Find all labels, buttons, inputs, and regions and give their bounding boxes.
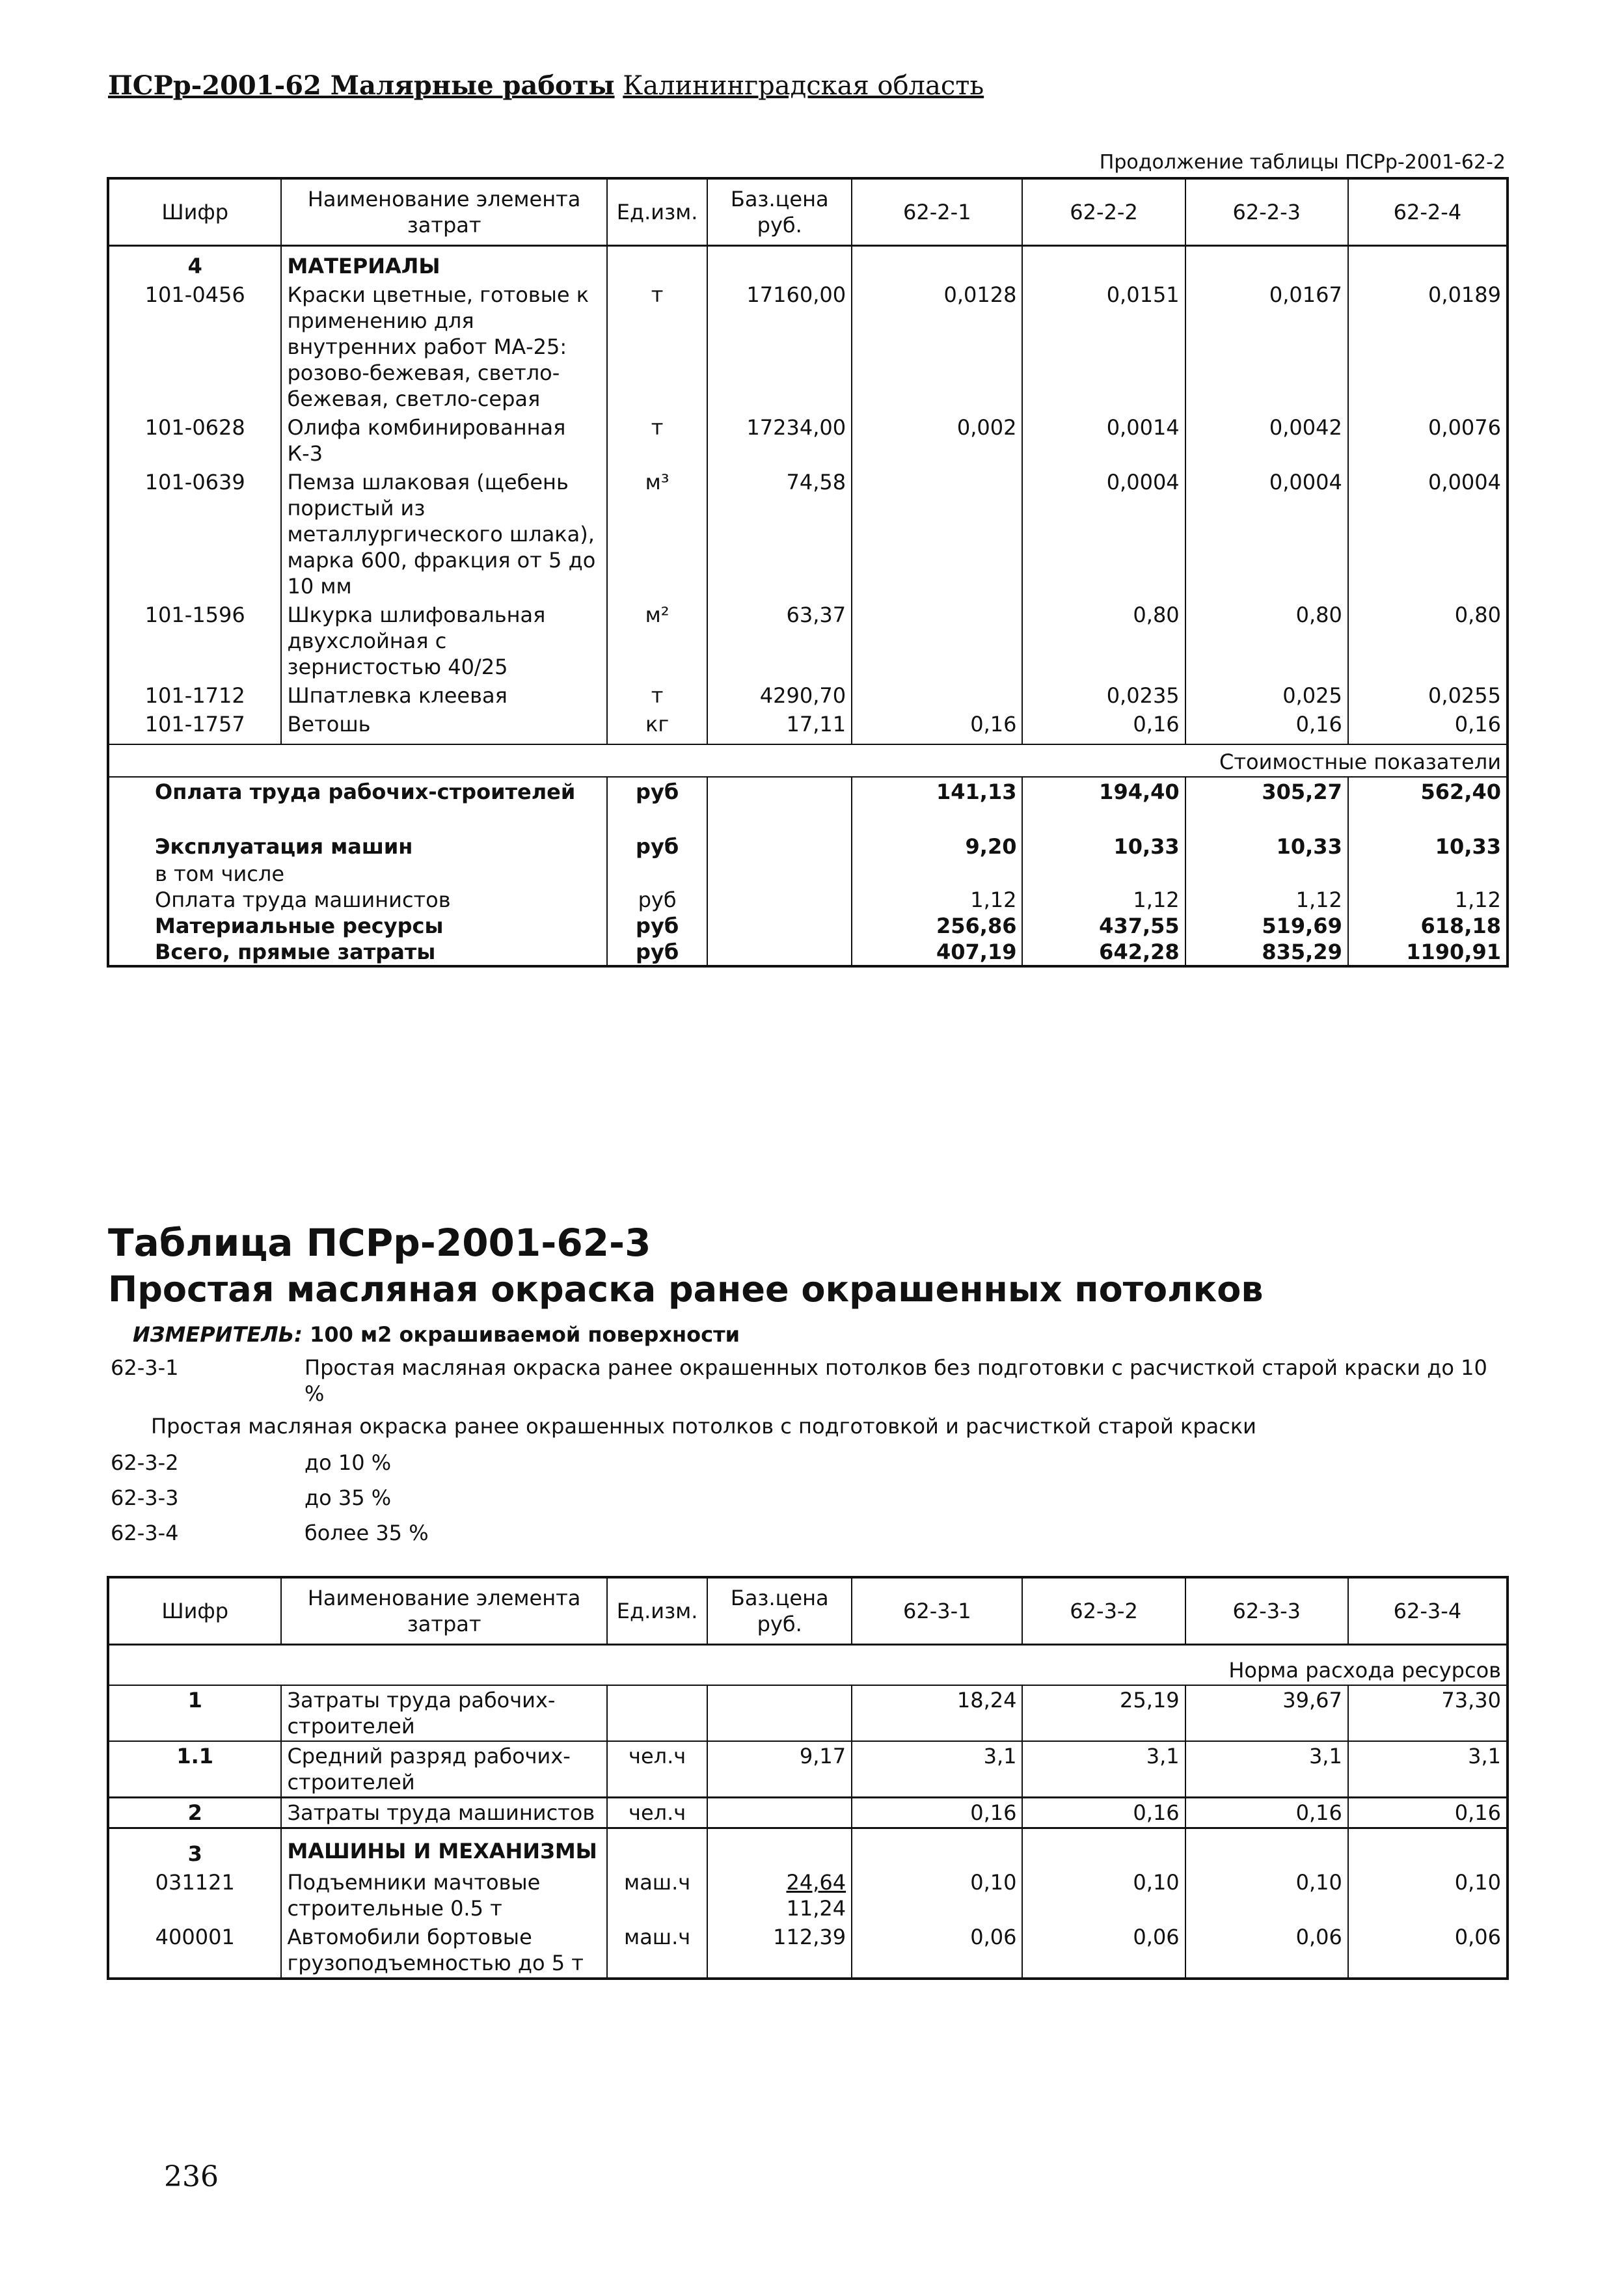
row-price: 112,39 — [707, 1923, 852, 1979]
cost-label: Оплата труда рабочих-строителей — [108, 777, 607, 832]
row-price: 24,64 — [786, 1870, 846, 1895]
col-header: 62-2-4 — [1348, 178, 1508, 246]
table-row — [108, 468, 1508, 601]
row-code: 1.1 — [108, 1741, 281, 1798]
row-code: 101-0456 — [108, 280, 281, 413]
row-name: Шкурка шлифовальная двухслойная с зернистостью 40/25 — [281, 601, 606, 681]
row-value: 0,0189 — [1348, 280, 1508, 413]
cost-value: 618,18 — [1348, 913, 1508, 939]
row-value: 0,06 — [1185, 1923, 1348, 1979]
cost-value: 1,12 — [852, 887, 1022, 913]
row-code: 101-0628 — [108, 413, 281, 468]
cost-value: 1190,91 — [1348, 939, 1508, 966]
cost-value: 10,33 — [1348, 832, 1508, 861]
row-price: 4290,70 — [707, 681, 852, 710]
row-name: Ветошь — [281, 710, 606, 744]
row-unit: т — [607, 413, 708, 468]
row-value: 0,16 — [1022, 710, 1185, 744]
section-row — [108, 246, 1508, 281]
table-row — [108, 710, 1508, 744]
row-code: 101-1712 — [108, 681, 281, 710]
row-value: 0,10 — [1348, 1868, 1508, 1923]
row-value: 3,1 — [1348, 1741, 1508, 1798]
row-name: Олифа комбинированная К-3 — [281, 413, 606, 468]
col-header: 62-3-1 — [852, 1577, 1022, 1645]
row-code: 1 — [108, 1685, 281, 1741]
row-value: 3,1 — [852, 1741, 1022, 1798]
table-title: Таблица ПСРр-2001-62-3 — [108, 1221, 651, 1265]
col-header: 62-3-3 — [1185, 1577, 1348, 1645]
row-unit — [607, 1685, 708, 1741]
row-name: Пемза шлаковая (щебень пористый из металлургического шлака), марка 600, фракция от 5 до 10 мм — [281, 468, 606, 601]
norm-caption: Норма расхода ресурсов — [108, 1645, 1508, 1686]
table-row — [108, 413, 1508, 468]
item-code: 62-3-2 — [111, 1450, 179, 1475]
page-header — [108, 70, 984, 101]
cost-value: 256,86 — [852, 913, 1022, 939]
table-header-row — [108, 178, 1508, 246]
resource-table-62-3 — [107, 1576, 1509, 1980]
table-row — [108, 1923, 1508, 1979]
row-value: 0,16 — [1185, 710, 1348, 744]
row-value: 0,0004 — [1348, 468, 1508, 601]
item-code: 62-3-1 — [111, 1355, 179, 1380]
row-value: 0,06 — [1348, 1923, 1508, 1979]
col-header: Баз.цена руб. — [707, 1577, 852, 1645]
item-code: 62-3-4 — [111, 1521, 179, 1545]
section-label: МАШИНЫ И МЕХАНИЗМЫ — [281, 1828, 606, 1869]
row-value: 0,0167 — [1185, 280, 1348, 413]
row-name: Подъемники мачтовые строительные 0.5 т — [281, 1868, 606, 1923]
row-value: 25,19 — [1022, 1685, 1185, 1741]
cost-value: 141,13 — [852, 777, 1022, 832]
meter-value: 100 м2 окрашиваемой поверхности — [310, 1322, 740, 1347]
row-name: Затраты труда машинистов — [281, 1798, 606, 1828]
row-value: 0,0004 — [1022, 468, 1185, 601]
row-price: 63,37 — [707, 601, 852, 681]
col-header: Ед.изм. — [607, 178, 708, 246]
row-value: 0,10 — [852, 1868, 1022, 1923]
row-unit: маш.ч — [607, 1923, 708, 1979]
table-row — [108, 1741, 1508, 1798]
cost-row — [108, 887, 1508, 913]
row-unit: м³ — [607, 468, 708, 601]
row-name: Затраты труда рабочих-строителей — [281, 1685, 606, 1741]
cost-label: Всего, прямые затраты — [108, 939, 607, 966]
row-code: 101-0639 — [108, 468, 281, 601]
row-value: 0,80 — [1348, 601, 1508, 681]
meter-label: ИЗМЕРИТЕЛЬ: — [133, 1322, 303, 1347]
row-price: 9,17 — [707, 1741, 852, 1798]
cost-unit: руб — [607, 777, 708, 832]
header-code: ПСРр-2001-62 Малярные работы — [108, 70, 615, 101]
row-name: Средний разряд рабочих-строителей — [281, 1741, 606, 1798]
row-value: 0,0014 — [1022, 413, 1185, 468]
cost-value: 642,28 — [1022, 939, 1185, 966]
row-value: 0,80 — [1022, 601, 1185, 681]
row-code: 101-1757 — [108, 710, 281, 744]
cost-label: в том числе — [108, 861, 607, 887]
col-header: Шифр — [108, 178, 281, 246]
table-row — [108, 1868, 1508, 1923]
row-value: 0,16 — [852, 710, 1022, 744]
cost-row — [108, 832, 1508, 861]
col-header: Наименование элемента затрат — [281, 178, 606, 246]
table-row — [108, 280, 1508, 413]
page-number: 236 — [164, 2160, 219, 2193]
header-region: Калининградская область — [623, 71, 984, 101]
cost-unit: руб — [607, 939, 708, 966]
cost-value: 562,40 — [1348, 777, 1508, 832]
table1-caption: Продолжение таблицы ПСРр-2001-62-2 — [1099, 151, 1506, 174]
row-value: 39,67 — [1185, 1685, 1348, 1741]
meter-line — [133, 1322, 740, 1347]
row-unit: чел.ч — [607, 1798, 708, 1828]
cost-row — [108, 913, 1508, 939]
item-text: до 10 % — [304, 1450, 392, 1475]
row-value: 0,0076 — [1348, 413, 1508, 468]
row-value: 0,10 — [1185, 1868, 1348, 1923]
cost-value: 194,40 — [1022, 777, 1185, 832]
row-price: 17,11 — [707, 710, 852, 744]
row-value: 0,0235 — [1022, 681, 1185, 710]
row-value: 0,16 — [852, 1798, 1022, 1828]
row-value: 0,002 — [852, 413, 1022, 468]
row-value: 3,1 — [1185, 1741, 1348, 1798]
cost-value: 437,55 — [1022, 913, 1185, 939]
cost-value: 1,12 — [1022, 887, 1185, 913]
cost-value: 519,69 — [1185, 913, 1348, 939]
table-row — [108, 1798, 1508, 1828]
row-price — [707, 1685, 852, 1741]
row-unit: т — [607, 280, 708, 413]
row-value: 0,06 — [852, 1923, 1022, 1979]
cost-label: Материальные ресурсы — [108, 913, 607, 939]
cost-unit: руб — [607, 913, 708, 939]
cost-value: 407,19 — [852, 939, 1022, 966]
row-value: 0,0255 — [1348, 681, 1508, 710]
row-name: Краски цветные, готовые к применению для внутренних работ МА-25: розово-бежевая, светло-бежевая, светло-серая — [281, 280, 606, 413]
row-price-secondary: 11,24 — [786, 1896, 846, 1921]
cost-value: 10,33 — [1022, 832, 1185, 861]
row-value: 0,0128 — [852, 280, 1022, 413]
cost-caption: Стоимостные показатели — [108, 744, 1508, 777]
section-row — [108, 1828, 1508, 1869]
table-row — [108, 681, 1508, 710]
row-value: 0,10 — [1022, 1868, 1185, 1923]
group-text: Простая масляная окраска ранее окрашенных потолков с подготовкой и расчисткой старой краски — [151, 1414, 1256, 1439]
cost-value: 835,29 — [1185, 939, 1348, 966]
cost-value: 1,12 — [1185, 887, 1348, 913]
row-value: 0,16 — [1348, 710, 1508, 744]
row-value: 73,30 — [1348, 1685, 1508, 1741]
row-unit: чел.ч — [607, 1741, 708, 1798]
row-value: 0,025 — [1185, 681, 1348, 710]
col-header: Баз.цена руб. — [707, 178, 852, 246]
cost-caption-row — [108, 744, 1508, 777]
section-number: 4 — [108, 246, 281, 281]
row-value: 18,24 — [852, 1685, 1022, 1741]
section-number: 3 — [108, 1828, 281, 1869]
item-text: до 35 % — [304, 1485, 392, 1510]
row-value — [852, 468, 1022, 601]
col-header: 62-2-3 — [1185, 178, 1348, 246]
item-text: более 35 % — [304, 1521, 429, 1545]
cost-row — [108, 861, 1508, 887]
row-value: 0,80 — [1185, 601, 1348, 681]
table-row — [108, 601, 1508, 681]
row-value: 0,06 — [1022, 1923, 1185, 1979]
norm-caption-row — [108, 1645, 1508, 1686]
row-price: 17234,00 — [707, 413, 852, 468]
row-value — [852, 601, 1022, 681]
cost-value: 305,27 — [1185, 777, 1348, 832]
col-header: Ед.изм. — [607, 1577, 708, 1645]
row-name: Шпатлевка клеевая — [281, 681, 606, 710]
row-code: 2 — [108, 1798, 281, 1828]
row-price-cell — [707, 1868, 852, 1923]
resource-table-62-2 — [107, 177, 1509, 968]
cost-unit: руб — [607, 832, 708, 861]
row-value: 0,0004 — [1185, 468, 1348, 601]
row-value: 3,1 — [1022, 1741, 1185, 1798]
row-value: 0,16 — [1348, 1798, 1508, 1828]
cost-row — [108, 939, 1508, 966]
cost-unit: руб — [607, 887, 708, 913]
row-price: 74,58 — [707, 468, 852, 601]
row-price: 17160,00 — [707, 280, 852, 413]
row-unit: кг — [607, 710, 708, 744]
cost-row — [108, 777, 1508, 832]
row-unit: м² — [607, 601, 708, 681]
row-unit: маш.ч — [607, 1868, 708, 1923]
cost-value: 9,20 — [852, 832, 1022, 861]
row-code: 400001 — [108, 1923, 281, 1979]
row-name: Автомобили бортовые грузоподъемностью до 5 т — [281, 1923, 606, 1979]
row-value — [852, 681, 1022, 710]
cost-label: Оплата труда машинистов — [108, 887, 607, 913]
row-code: 101-1596 — [108, 601, 281, 681]
row-code: 031121 — [108, 1868, 281, 1923]
row-value: 0,16 — [1022, 1798, 1185, 1828]
cost-value: 1,12 — [1348, 887, 1508, 913]
item-code: 62-3-3 — [111, 1485, 179, 1510]
col-header: Шифр — [108, 1577, 281, 1645]
row-price — [707, 1798, 852, 1828]
col-header: Наименование элемента затрат — [281, 1577, 606, 1645]
item-text: Простая масляная окраска ранее окрашенных потолков без подготовки с расчисткой старой краски до 10 % — [304, 1355, 1487, 1406]
table-row — [108, 1685, 1508, 1741]
section-label: МАТЕРИАЛЫ — [281, 246, 606, 281]
row-value: 0,16 — [1185, 1798, 1348, 1828]
table-subtitle: Простая масляная окраска ранее окрашенных потолков — [108, 1269, 1264, 1310]
table-header-row — [108, 1577, 1508, 1645]
col-header: 62-2-2 — [1022, 178, 1185, 246]
col-header: 62-2-1 — [852, 178, 1022, 246]
col-header: 62-3-2 — [1022, 1577, 1185, 1645]
cost-label: Эксплуатация машин — [108, 832, 607, 861]
row-value: 0,0042 — [1185, 413, 1348, 468]
row-value: 0,0151 — [1022, 280, 1185, 413]
cost-value: 10,33 — [1185, 832, 1348, 861]
row-unit: т — [607, 681, 708, 710]
col-header: 62-3-4 — [1348, 1577, 1508, 1645]
